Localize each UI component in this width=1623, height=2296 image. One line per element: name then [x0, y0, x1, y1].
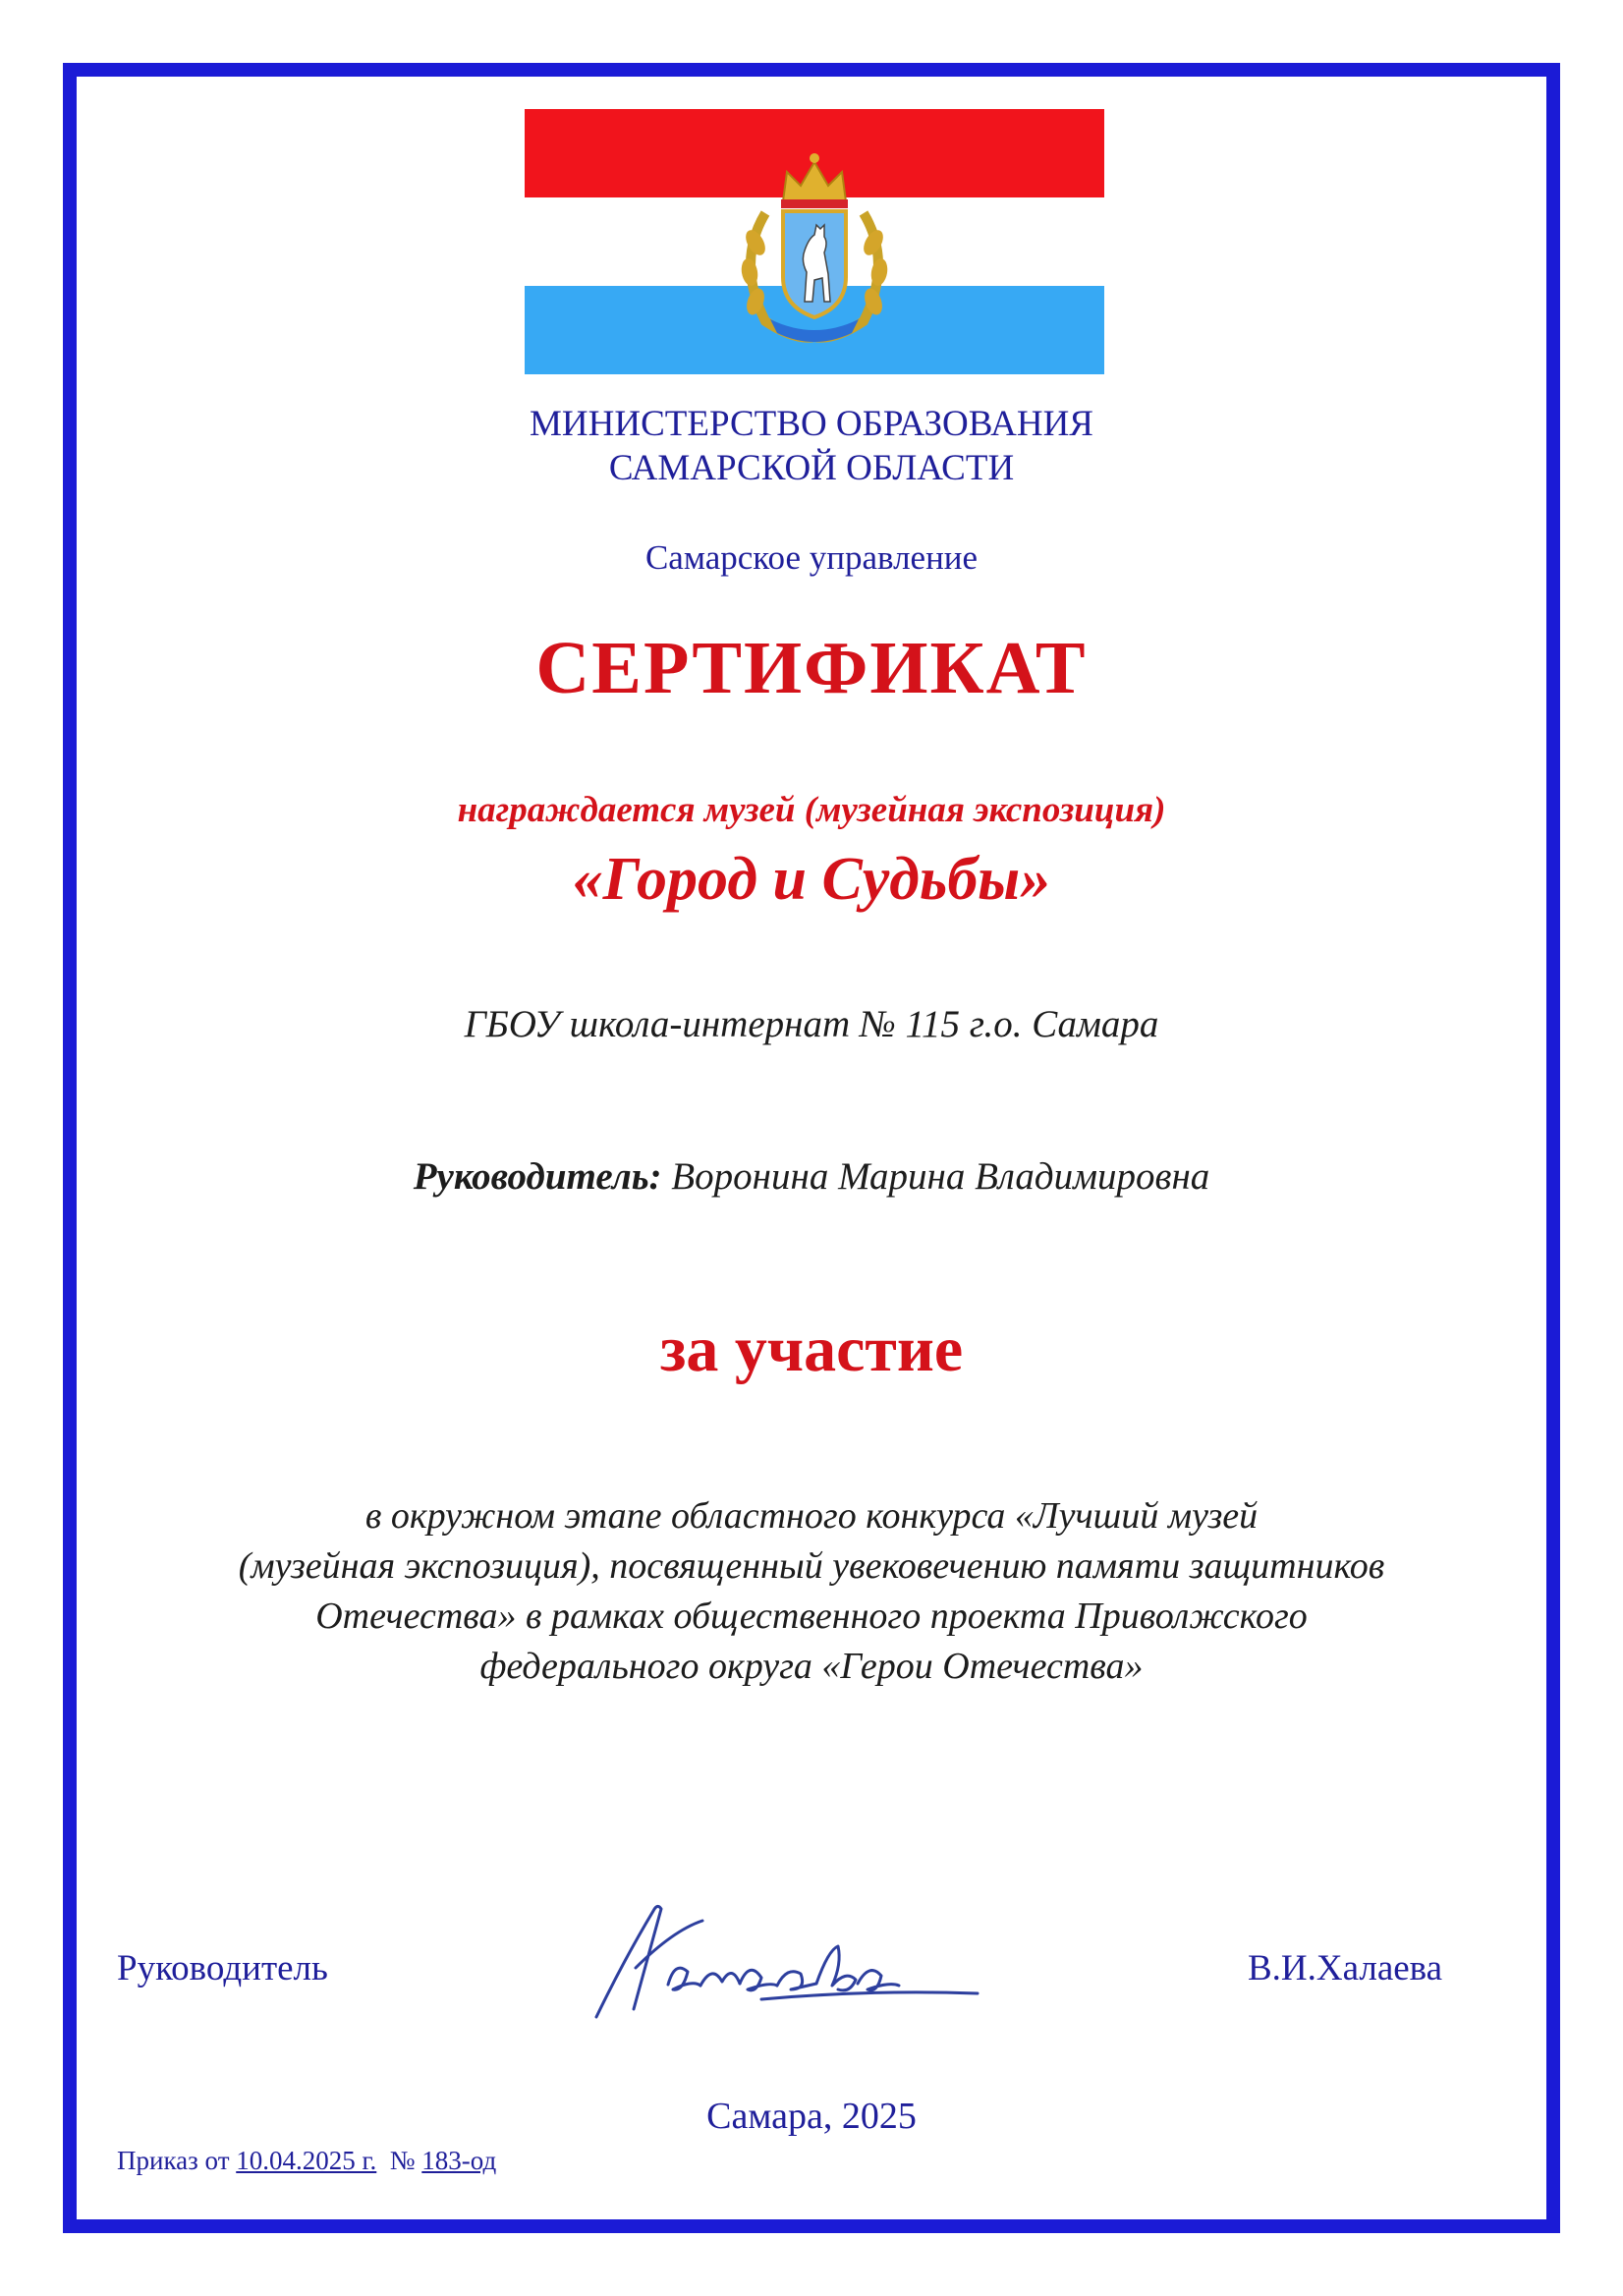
description-line-3: Отечества» в рамках общественного проекта Приволжского — [315, 1596, 1308, 1637]
place-and-year: Самара, 2025 — [706, 2096, 917, 2137]
administration-name: Самарское управление — [644, 538, 979, 577]
ministry-line-1: МИНИСТЕРСТВО ОБРАЗОВАНИЯ — [530, 404, 1093, 444]
school-name: ГБОУ школа-интернат № 115 г.о. Самара — [464, 1003, 1159, 1045]
signatory-role: Руководитель — [117, 1948, 328, 1988]
signatory-name: В.И.Халаева — [1248, 1948, 1443, 1988]
awarded-to-label: награждается музей (музейная экспозиция) — [457, 790, 1166, 830]
description-line-2: (музейная экспозиция), посвященный увековечению памяти защитников — [238, 1545, 1385, 1587]
certificate-title: СЕРТИФИКАТ — [535, 627, 1088, 709]
handwritten-signature — [585, 1891, 987, 2024]
award-reason: за участие — [659, 1314, 964, 1385]
order-number: 183-од — [421, 2146, 497, 2175]
description-line-1: в окружном этапе областного конкурса «Лучший музей — [364, 1495, 1259, 1537]
ministry-line-2: САМАРСКОЙ ОБЛАСТИ — [608, 448, 1015, 488]
contest-description — [0, 1491, 1623, 1692]
samara-flag — [525, 109, 1104, 374]
leader-name: Воронина Марина Владимировна — [671, 1155, 1210, 1198]
order-date: 10.04.2025 г. — [236, 2146, 377, 2175]
description-line-4: федерального округа «Герои Отечества» — [479, 1646, 1144, 1687]
order-reference — [117, 2146, 496, 2176]
leader-label: Руководитель: — [413, 1155, 662, 1198]
coat-of-arms-icon — [726, 144, 903, 351]
order-number-prefix: № — [389, 2146, 416, 2175]
ministry-name — [0, 402, 1623, 490]
leader-line — [0, 1154, 1623, 1199]
order-prefix: Приказ от — [117, 2146, 230, 2175]
museum-name: «Город и Судьбы» — [572, 846, 1051, 913]
